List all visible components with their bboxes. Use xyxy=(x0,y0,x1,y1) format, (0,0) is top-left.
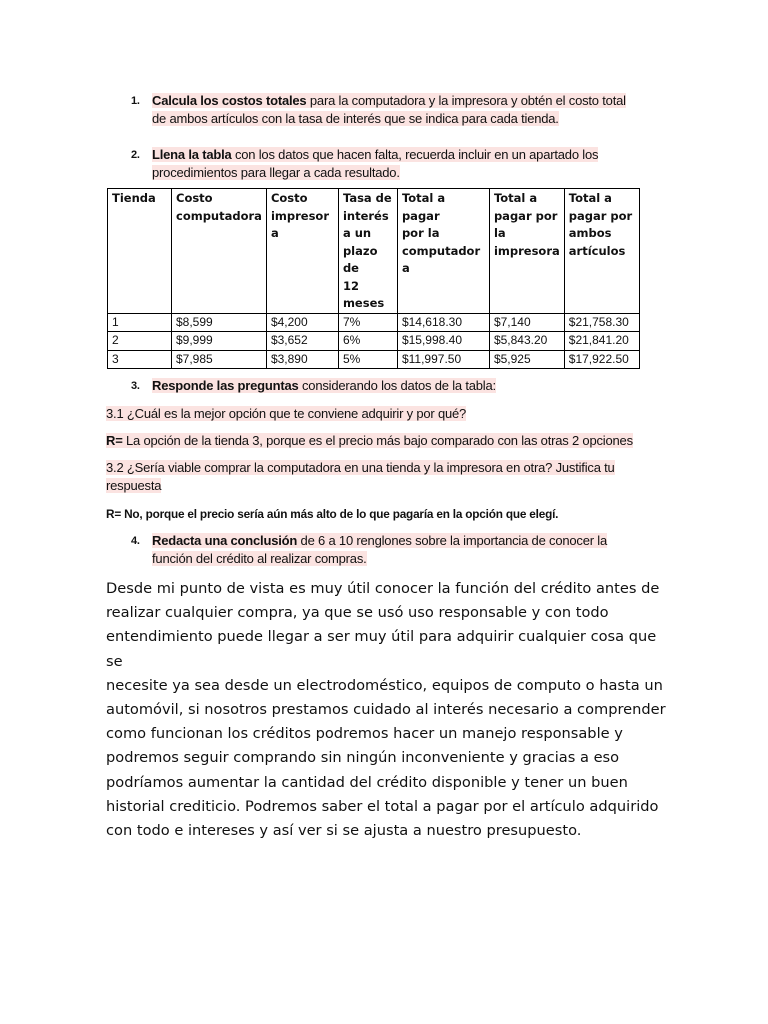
table-row xyxy=(108,313,640,332)
conclusion-line: necesite ya sea desde un electrodoméstico, equipos de computo o hasta un xyxy=(106,676,663,694)
header-tasa-interes: Tasa de interés a un plazo de 12 meses xyxy=(338,189,397,314)
instruction-number: 3. xyxy=(131,380,140,392)
instruction-number: 2. xyxy=(131,149,140,161)
cost-table xyxy=(107,188,640,369)
table-cell: $21,758.30 xyxy=(564,313,639,332)
table-cell: $15,998.40 xyxy=(397,332,489,351)
table-cell: 2 xyxy=(108,332,172,351)
table-cell: $21,841.20 xyxy=(564,332,639,351)
table-cell: $14,618.30 xyxy=(397,313,489,332)
instruction-bold: Calcula los costos totales xyxy=(152,93,307,108)
instruction-text: de 6 a 10 renglones sobre la importancia de conocer la xyxy=(297,533,608,548)
table-cell: $4,200 xyxy=(266,313,338,332)
conclusion-line: historial crediticio. Podremos saber el total a pagar por el artículo adquirido xyxy=(106,797,659,815)
question-3-1: 3.1 ¿Cuál es la mejor opción que te conviene adquirir y por qué? xyxy=(106,406,467,421)
table-cell: $9,999 xyxy=(172,332,267,351)
table-cell: $5,843.20 xyxy=(489,332,564,351)
answer-label: R= xyxy=(106,433,123,448)
answer-3-2: R= No, porque el precio sería aún más alto de lo que pagaría en la opción que elegí. xyxy=(106,507,559,521)
instruction-text: procedimientos para llegar a cada resultado. xyxy=(152,165,400,180)
conclusion-line: Desde mi punto de vista es muy útil conocer la función del crédito antes de xyxy=(106,580,660,597)
instruction-number: 1. xyxy=(131,95,140,107)
table-cell: $5,925 xyxy=(489,350,564,369)
conclusion-line: entendimiento puede llegar a ser muy útil para adquirir cualquier cosa que se xyxy=(106,628,657,670)
conclusion-line: automóvil, si nosotros prestamos cuidado al interés necesario a comprender xyxy=(106,701,666,719)
header-costo-impresora: Costo impresor a xyxy=(266,189,338,314)
table-cell: 5% xyxy=(338,350,397,369)
header-total-impresora: Total a pagar por la impresora xyxy=(489,189,564,314)
question-3-2: 3.2 ¿Sería viable comprar la computadora en una tienda y la impresora en otra? Justifica tu respuesta xyxy=(106,460,615,493)
table-cell: $3,652 xyxy=(266,332,338,351)
instruction-bold: Responde las preguntas xyxy=(152,378,299,393)
instruction-text: función del crédito al realizar compras. xyxy=(152,551,367,566)
conclusion-line: con todo e intereses y así ver si se ajusta a nuestro presupuesto. xyxy=(106,822,582,840)
header-tienda: Tienda xyxy=(108,189,172,314)
table-cell: 6% xyxy=(338,332,397,351)
answer-text: La opción de la tienda 3, porque es el precio más bajo comparado con las otras 2 opciones xyxy=(122,433,633,448)
conclusion-line: podremos seguir comprando sin ningún inconveniente y gracias a eso xyxy=(106,749,620,767)
conclusion-line: podríamos aumentar la cantidad del crédito disponible y tener un buen xyxy=(106,773,628,791)
table-cell: $17,922.50 xyxy=(564,350,639,369)
table-cell: 1 xyxy=(108,313,172,332)
table-cell: $7,140 xyxy=(489,313,564,332)
instruction-text: considerando los datos de la tabla: xyxy=(298,378,496,393)
conclusion-line: como funcionan los créditos podremos hacer un manejo responsable y xyxy=(106,725,623,743)
instruction-text: para la computadora y la impresora y obtén el costo total xyxy=(306,93,626,108)
table-cell: 3 xyxy=(108,350,172,369)
table-header-row xyxy=(108,189,640,314)
instruction-bold: Redacta una conclusión xyxy=(152,533,298,548)
table-row xyxy=(108,332,640,351)
table-cell: 7% xyxy=(338,313,397,332)
table-cell: $8,599 xyxy=(172,313,267,332)
table-cell: $11,997.50 xyxy=(397,350,489,369)
table-cell: $3,890 xyxy=(266,350,338,369)
header-costo-computadora: Costo computadora xyxy=(172,189,267,314)
table-cell: $7,985 xyxy=(172,350,267,369)
instruction-number: 4. xyxy=(131,535,140,547)
instruction-text: de ambos artículos con la tasa de interés que se indica para cada tienda. xyxy=(152,111,559,126)
header-total-computadora: Total a pagar por la computador a xyxy=(397,189,489,314)
conclusion-paragraph xyxy=(106,577,666,843)
conclusion-line: realizar cualquier compra, ya que se usó uso responsable y con todo xyxy=(106,604,609,622)
table-row xyxy=(108,350,640,369)
header-total-ambos: Total a pagar por ambos artículos xyxy=(564,189,639,314)
instruction-text: con los datos que hacen falta, recuerda incluir en un apartado los xyxy=(231,147,599,162)
answer-3-1 xyxy=(106,432,633,450)
instruction-bold: Llena la tabla xyxy=(152,147,232,162)
